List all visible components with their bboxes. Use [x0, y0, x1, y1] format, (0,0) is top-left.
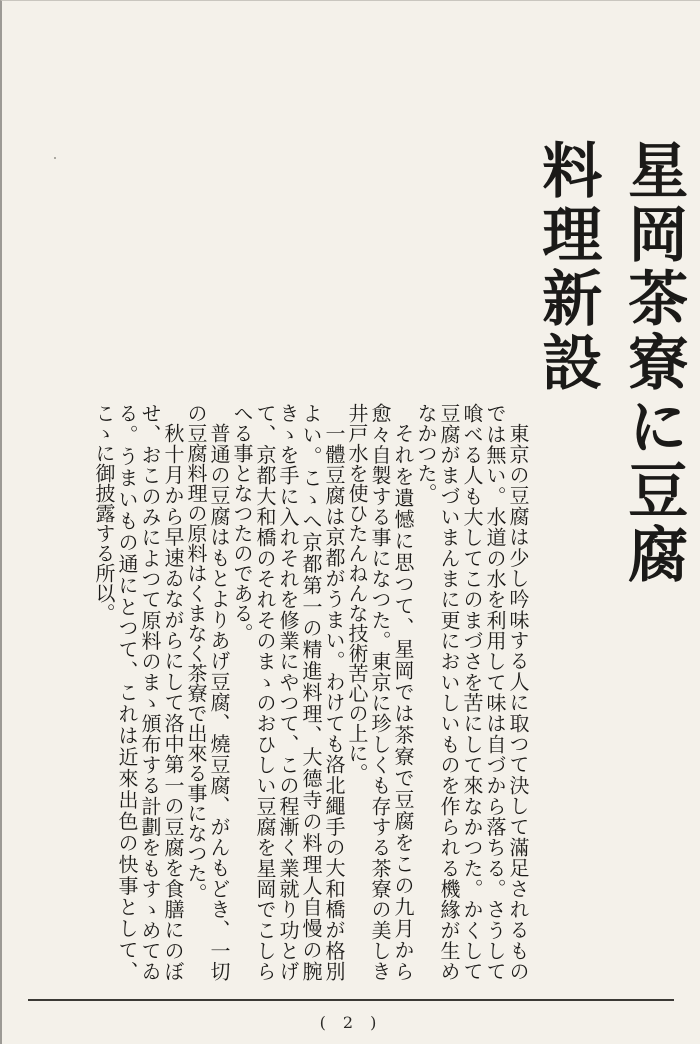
scan-speck [54, 157, 56, 159]
paragraph-4: 普通の豆腐はもとよりあげ豆腐、燒豆腐、がんもどき、一切の豆腐料理の原料はくまなく茶寮で出來る事になつた。 [184, 403, 231, 981]
page-title: 星岡茶寮に豆腐料理新設 [532, 139, 689, 587]
paragraph-5: 秋十月から早速ゐながらにして洛中第一の豆腐を食膳にのぼせ、おこのみによつて原料のまゝ頒布する計劃をもすゝめてゐる。うまいもの通にとつて、これは近來出色の快事として、こゝに御披露する所以。 [92, 403, 185, 981]
article-body [92, 403, 530, 981]
paragraph-1: 東京の豆腐は少し吟味する人に取つて決して滿足されるものでは無い。水道の水を利用して味は自づから落ちる。さうして喰べる人も大してこのまづさを苦にして來なかつた。かくして豆腐がまづいまんまに更においしいものを作られる機緣が生めなかつた。 [414, 403, 530, 981]
footer-rule [28, 999, 674, 1001]
paragraph-3: 一體豆腐は京都がうまい。わけても洛北繩手の大和橋が格別よい。こゝへ京都第一の精進料理、大德寺の料理人自慢の腕きゝを手に入れそれを修業にやつて、この程漸く業就り功とげて、京都大和橋のそれそのまゝのおひしい豆腐を星岡でこしらへる事となつたのである。 [230, 403, 346, 981]
paragraph-2: それを遺憾に思つて、星岡では茶寮で豆腐をこの九月から愈々自製する事になつた。東京に珍しくも存する茶寮の美しき井戸水を使ひたんねんな技術苦心の上に。 [345, 403, 415, 981]
page-number: ( 2 ) [319, 1013, 383, 1032]
